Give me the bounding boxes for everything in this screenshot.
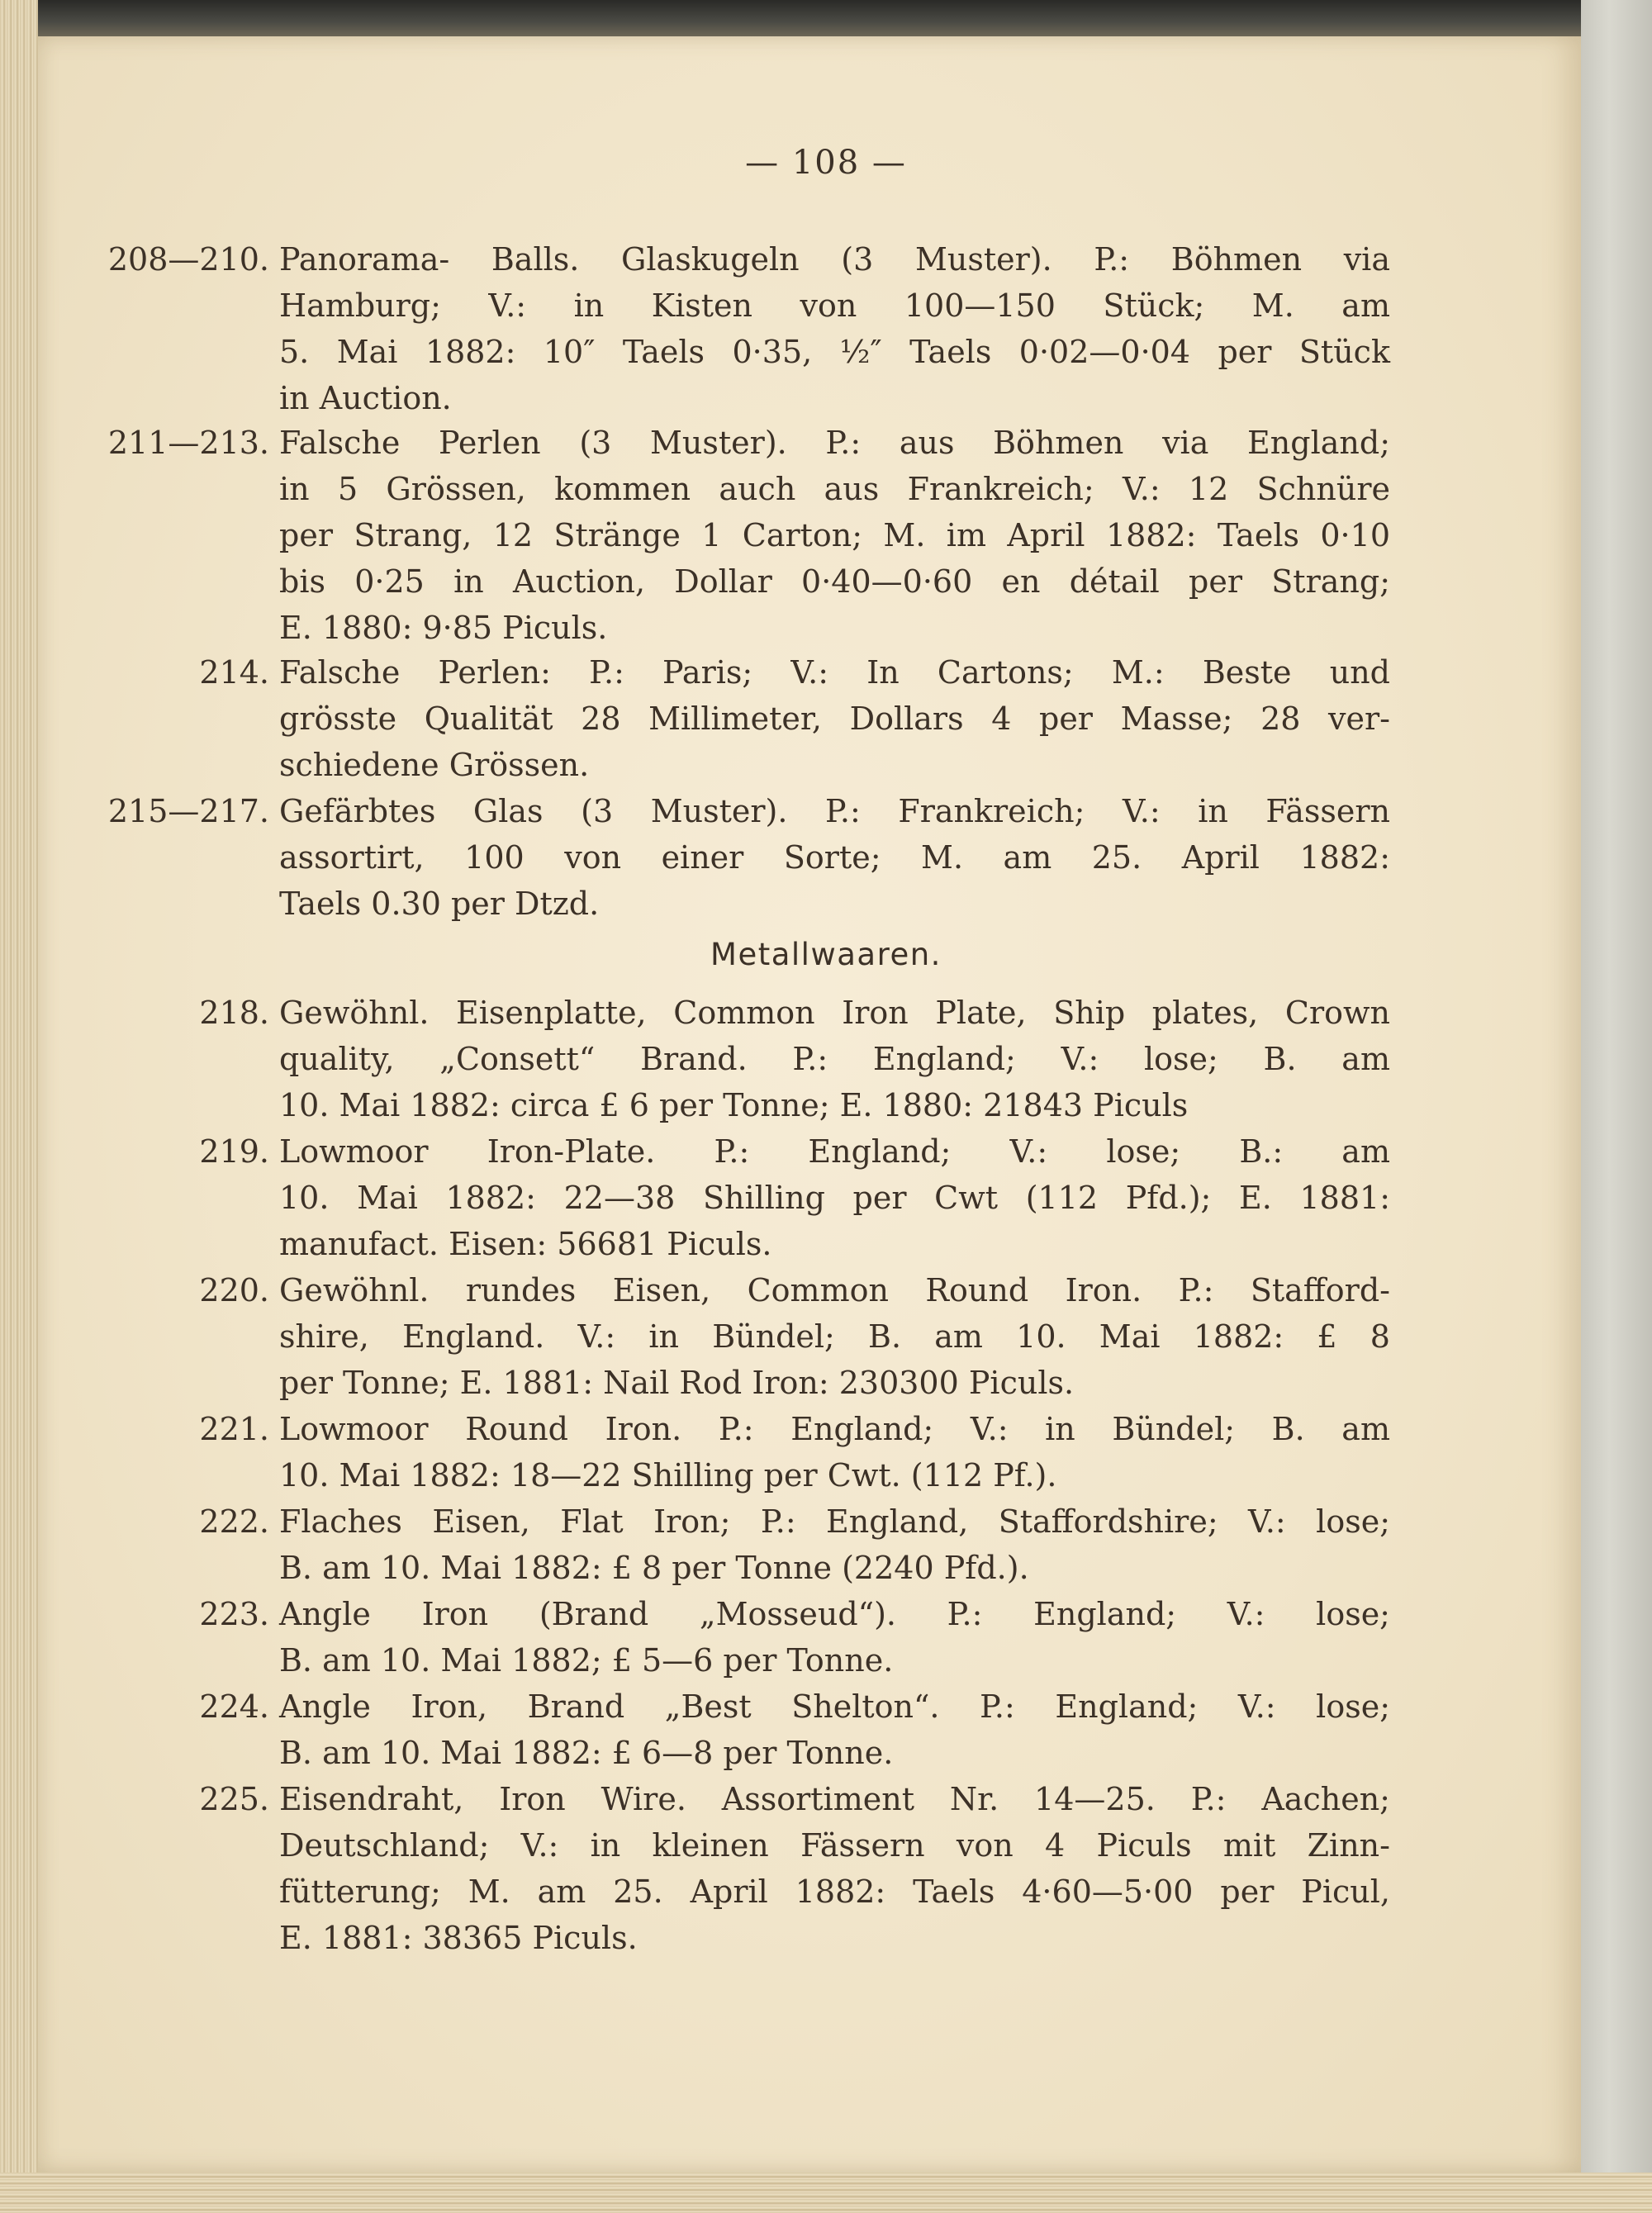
entry-number: 214. xyxy=(199,654,269,691)
entry-line: grösste Qualität 28 Millimeter, Dollars 4 per Masse; 28 ver- xyxy=(279,700,1390,737)
page-number: — 108 — xyxy=(745,144,907,182)
entry-number: 218. xyxy=(199,995,269,1031)
entry-line: 10. Mai 1882: 18—22 Shilling per Cwt. (112 Pf.). xyxy=(279,1457,1057,1494)
entry-line: per Strang, 12 Stränge 1 Carton; M. im April 1882: Taels 0·10 xyxy=(279,517,1390,553)
catalog-entry-222 xyxy=(199,1498,1390,1591)
catalog-entry-208-210 xyxy=(107,236,1390,421)
entry-line: in 5 Grössen, kommen auch aus Frankreich; V.: 12 Schnüre xyxy=(279,471,1390,507)
entry-line: Deutschland; V.: in kleinen Fässern von 4 Piculs mit Zinn- xyxy=(279,1827,1390,1864)
catalog-entry-214 xyxy=(199,649,1390,788)
entry-line: bis 0·25 in Auction, Dollar 0·40—0·60 en détail per Strang; xyxy=(279,563,1390,600)
catalog-entry-219 xyxy=(199,1128,1390,1267)
catalog-entry-218 xyxy=(199,990,1390,1128)
entry-line: Falsche Perlen (3 Muster). P.: aus Böhmen via England; xyxy=(279,425,1390,461)
entry-line: E. 1880: 9·85 Piculs. xyxy=(279,610,608,646)
entry-line: Panorama- Balls. Glaskugeln (3 Muster). P.: Böhmen via xyxy=(279,241,1390,278)
entry-line: 10. Mai 1882: circa £ 6 per Tonne; E. 1880: 21843 Piculs xyxy=(279,1087,1189,1123)
entry-line: Flaches Eisen, Flat Iron; P.: England, Staffordshire; V.: lose; xyxy=(279,1503,1390,1540)
entry-line: schiedene Grössen. xyxy=(279,747,590,783)
entry-line: B. am 10. Mai 1882: £ 6—8 per Tonne. xyxy=(279,1735,894,1771)
section-heading: Metallwaaren. xyxy=(710,937,942,972)
entry-number: 208—210. xyxy=(107,241,269,278)
catalog-entry-225 xyxy=(199,1776,1390,1961)
entry-line: Lowmoor Iron-Plate. P.: England; V.: lose; B.: am xyxy=(279,1133,1390,1170)
entry-number: 225. xyxy=(199,1781,269,1817)
entry-number: 222. xyxy=(199,1503,269,1540)
entry-line: Eisendraht, Iron Wire. Assortiment Nr. 14—25. P.: Aachen; xyxy=(279,1781,1390,1817)
entry-line: shire, England. V.: in Bündel; B. am 10. Mai 1882: £ 8 xyxy=(279,1318,1390,1355)
entry-line: Gewöhnl. rundes Eisen, Common Round Iron. P.: Stafford- xyxy=(279,1272,1390,1308)
catalog-entry-221 xyxy=(199,1406,1390,1498)
entry-line: Gewöhnl. Eisenplatte, Common Iron Plate, Ship plates, Crown xyxy=(279,995,1390,1031)
entry-line: per Tonne; E. 1881: Nail Rod Iron: 230300 Piculs. xyxy=(279,1365,1075,1401)
catalog-entry-215-217 xyxy=(107,788,1390,927)
entry-line: manufact. Eisen: 56681 Piculs. xyxy=(279,1226,772,1262)
entry-line: B. am 10. Mai 1882: £ 8 per Tonne (2240 Pfd.). xyxy=(279,1550,1029,1586)
catalog-entry-211-213 xyxy=(107,420,1390,651)
entry-line: E. 1881: 38365 Piculs. xyxy=(279,1920,638,1956)
entry-number: 223. xyxy=(199,1596,269,1632)
catalog-entry-220 xyxy=(199,1267,1390,1406)
entry-number: 211—213. xyxy=(107,425,269,461)
entry-number: 219. xyxy=(199,1133,269,1170)
entry-line: in Auction. xyxy=(279,380,452,416)
entry-line: Taels 0.30 per Dtzd. xyxy=(279,886,600,922)
entry-line: B. am 10. Mai 1882; £ 5—6 per Tonne. xyxy=(279,1642,894,1679)
entry-line: 5. Mai 1882: 10″ Taels 0·35, ½″ Taels 0·02—0·04 per Stück xyxy=(279,334,1390,370)
catalog-entry-223 xyxy=(199,1591,1390,1683)
entry-line: Angle Iron (Brand „Mosseud“). P.: England; V.: lose; xyxy=(279,1596,1390,1632)
entry-line: quality, „Consett“ Brand. P.: England; V.: lose; B. am xyxy=(279,1041,1390,1077)
entry-line: Falsche Perlen: P.: Paris; V.: In Cartons; M.: Beste und xyxy=(279,654,1390,691)
entry-number: 221. xyxy=(199,1411,269,1447)
entry-line: Hamburg; V.: in Kisten von 100—150 Stück; M. am xyxy=(279,287,1390,324)
entry-line: fütterung; M. am 25. April 1882: Taels 4·60—5·00 per Picul, xyxy=(279,1873,1390,1910)
entry-number: 220. xyxy=(199,1272,269,1308)
entry-line: Angle Iron, Brand „Best Shelton“. P.: England; V.: lose; xyxy=(279,1688,1390,1725)
catalog-entry-224 xyxy=(199,1683,1390,1776)
entry-number: 224. xyxy=(199,1688,269,1725)
entry-line: assortirt, 100 von einer Sorte; M. am 25. April 1882: xyxy=(279,839,1390,876)
entry-number: 215—217. xyxy=(107,793,269,829)
entry-line: 10. Mai 1882: 22—38 Shilling per Cwt (112 Pfd.); E. 1881: xyxy=(279,1180,1390,1216)
entry-line: Gefärbtes Glas (3 Muster). P.: Frankreich; V.: in Fässern xyxy=(279,793,1390,829)
entry-line: Lowmoor Round Iron. P.: England; V.: in Bündel; B. am xyxy=(279,1411,1390,1447)
